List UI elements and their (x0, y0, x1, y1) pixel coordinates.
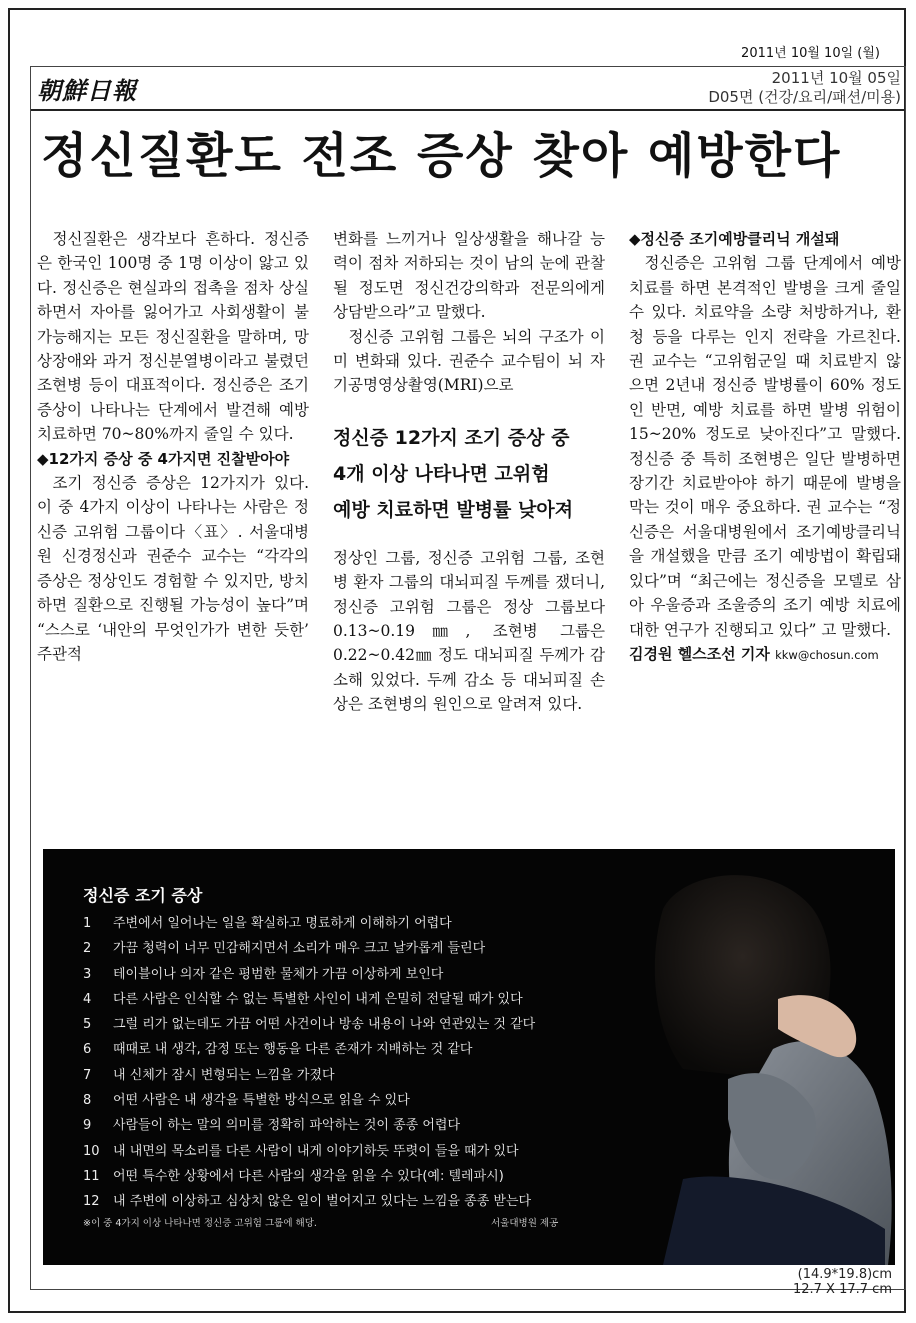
pull-quote-line: 예방 치료하면 발병률 낮아져 (333, 498, 574, 521)
pull-quote-line: 정신증 12가지 조기 증상 중 (333, 426, 570, 449)
symptom-number: 1 (83, 916, 92, 931)
symptom-box (43, 849, 895, 1265)
page-frame (8, 8, 906, 1313)
symptom-number: 4 (83, 991, 92, 1007)
symptom-list (83, 911, 535, 1215)
symptom-item (83, 962, 535, 987)
article-column-1 (37, 227, 309, 666)
pull-quote-line: 4개 이상 나타나면 고위험 (333, 462, 550, 485)
header-rule (31, 109, 905, 111)
symptom-item (83, 936, 535, 961)
symptom-number: 9 (83, 1118, 92, 1134)
symptom-text: 내 주변에 이상하고 심상치 않은 일이 벌어지고 있다는 느낌을 종종 받는다 (113, 1194, 532, 1210)
paragraph: 변화를 느끼거나 일상생활을 해나갈 능력이 점차 저하되는 것이 남의 눈에 관찰될 정도면 정신건강의학과 전문의에게 상담받으라”고 말했다. (333, 230, 605, 322)
symptom-number: 2 (83, 941, 92, 957)
subheading: ◆12가지 증상 중 4가지면 진찰받아야 (37, 449, 290, 468)
symptom-box-title: 정신증 조기 증상 (83, 886, 203, 905)
symptom-number: 12 (83, 1194, 100, 1210)
byline-email: kkw@chosun.com (775, 647, 879, 662)
publication-section: D05면 (건강/요리/패션/미용) (708, 88, 901, 106)
symptom-item (83, 1088, 535, 1113)
symptom-item (83, 1139, 535, 1164)
photo-credit: 서울대병원 제공 (491, 1218, 559, 1229)
symptom-text: 가끔 청력이 너무 민감해지면서 소리가 매우 크고 날카롭게 들린다 (113, 941, 486, 957)
symptom-text: 테이블이나 의자 같은 평범한 물체가 가끔 이상하게 보인다 (113, 966, 444, 982)
size-line: (14.9*19.8)cm (797, 1267, 892, 1282)
symptom-number: 11 (83, 1168, 100, 1184)
article-column-2 (333, 227, 605, 717)
symptom-text: 주변에서 일어나는 일을 확실하고 명료하게 이해하기 어렵다 (113, 916, 452, 931)
symptom-item (83, 1113, 535, 1138)
symptom-item (83, 911, 535, 936)
symptom-item (83, 1189, 535, 1214)
symptom-text: 때때로 내 생각, 감정 또는 행동을 다른 존재가 지배하는 것 같다 (113, 1042, 473, 1058)
symptom-item (83, 1164, 535, 1189)
symptom-item (83, 1012, 535, 1037)
symptom-text: 어떤 특수한 상황에서 다른 사람의 생각을 읽을 수 있다(예: 텔레파시) (113, 1168, 504, 1184)
symptom-number: 7 (83, 1067, 92, 1083)
article-headline: 정신질환도 전조 증상 찾아 예방한다 (41, 128, 842, 184)
paragraph: 정상인 그룹, 정신증 고위험 그룹, 조현병 환자 그룹의 대뇌피질 두께를 쟀더니, 정신증 고위험 그룹은 정상 그룹보다 0.13~0.19㎜, 조현병 그룹은 0.22~0.42㎜ 정도 대뇌피질 두께가 감소해 있었다. 두께 감소 등 대뇌피질 손상은 조현병의 원인으로 알려져 있다. (333, 548, 605, 714)
newspaper-clipping (30, 66, 906, 1290)
paragraph: 정신증은 고위험 그룹 단계에서 예방치료를 하면 본격적인 발병을 크게 줄일 수 있다. 치료약을 소량 처방하거나, 환청 등을 다루는 인지 전략을 가르친다. 권 교수는 “고위험군일 때 치료받지 않으면 2년내 정신증 발병률이 60% 정도인 반면, 예방 치료를 하면 발병 위험이 15~20% 정도로 낮아진다”고 말했다. 정신증 중 특히 조현병은 일단 발병하면 장기간 치료받아야 하기 때문에 발병을 막는 것이 매우 중요하다. 권 교수는 “정신증은 서울대병원에서 조기예방클리닉을 개설했을 만큼 조기 예방법이 확립돼 있다”며 “최근에는 정신증을 모델로 삼아 우울증과 조울증의 조기 예방 치료에 대한 연구가 진행되고 있다” 고 말했다. (629, 254, 901, 639)
symptom-text: 다른 사람은 인식할 수 없는 특별한 사인이 내게 은밀히 전달될 때가 있다 (113, 991, 523, 1007)
symptom-text: 내 내면의 목소리를 다른 사람이 내게 이야기하듯 뚜렷이 들을 때가 있다 (113, 1143, 519, 1159)
top-date: 2011년 10월 10일 (월) (741, 46, 880, 61)
distressed-person-photo (623, 849, 895, 1265)
pull-quote (333, 414, 605, 534)
symptom-number: 5 (83, 1017, 92, 1033)
symptom-text: 내 신체가 잠시 변형되는 느낌을 가졌다 (113, 1067, 335, 1083)
publication-date: 2011년 10월 05일 (771, 69, 901, 87)
symptom-text: 사람들이 하는 말의 의미를 정확히 파악하는 것이 종종 어렵다 (113, 1118, 461, 1134)
paragraph: 정신증 고위험 그룹은 뇌의 구조가 이미 변화돼 있다. 권준수 교수팀이 뇌 자기공명영상촬영(MRI)으로 (333, 327, 605, 395)
symptom-footnote: ※이 중 4가지 이상 나타나면 정신증 고위험 그룹에 해당. (83, 1218, 317, 1229)
paragraph: 조기 정신증 증상은 12가지가 있다. 이 중 4가지 이상이 나타나는 사람은 정신증 고위험 그룹이다〈표〉. 서울대병원 신경정신과 권준수 교수는 “각각의 증상은 정상인도 경험할 수 있지만, 방치하면 질환으로 진행될 가능성이 높다”며 “스스로 ‘내안의 무엇인가가 변한 듯한’ 주관적 (37, 474, 309, 663)
byline-name: 김경원 헬스조선 기자 (629, 644, 770, 663)
clipping-size-info (793, 1267, 892, 1297)
article-column-3 (629, 227, 901, 667)
symptom-number: 6 (83, 1042, 92, 1058)
symptom-item (83, 1037, 535, 1062)
symptom-text: 어떤 사람은 내 생각을 특별한 방식으로 읽을 수 있다 (113, 1093, 410, 1109)
symptom-number: 10 (83, 1143, 100, 1159)
symptom-number: 3 (83, 966, 92, 982)
symptom-number: 8 (83, 1093, 92, 1109)
paragraph: 정신질환은 생각보다 흔하다. 정신증은 한국인 100명 중 1명 이상이 앓고 있다. 정신증은 현실과의 접촉을 점차 상실하면서 자아를 잃어가고 사회생활이 불가능해지는 모든 정신질환을 말하며, 망상장애와 과거 정신분열병이라고 불렸던 조현병 등이 대표적이다. 정신증은 조기 증상이 나타나는 단계에서 발견해 예방 치료하면 70~80%까지 줄일 수 있다. (37, 230, 309, 444)
size-line: 12.7 X 17.7 cm (792, 1282, 892, 1297)
byline (629, 642, 901, 667)
subheading: ◆정신증 조기예방클리닉 개설돼 (629, 230, 840, 248)
symptom-item (83, 1063, 535, 1088)
symptom-item (83, 987, 535, 1012)
publication-info (708, 69, 901, 107)
symptom-text: 그럴 리가 없는데도 가끔 어떤 사건이나 방송 내용이 나와 연관있는 것 같다 (113, 1017, 536, 1033)
newspaper-logo: 朝鮮日報 (37, 76, 137, 105)
